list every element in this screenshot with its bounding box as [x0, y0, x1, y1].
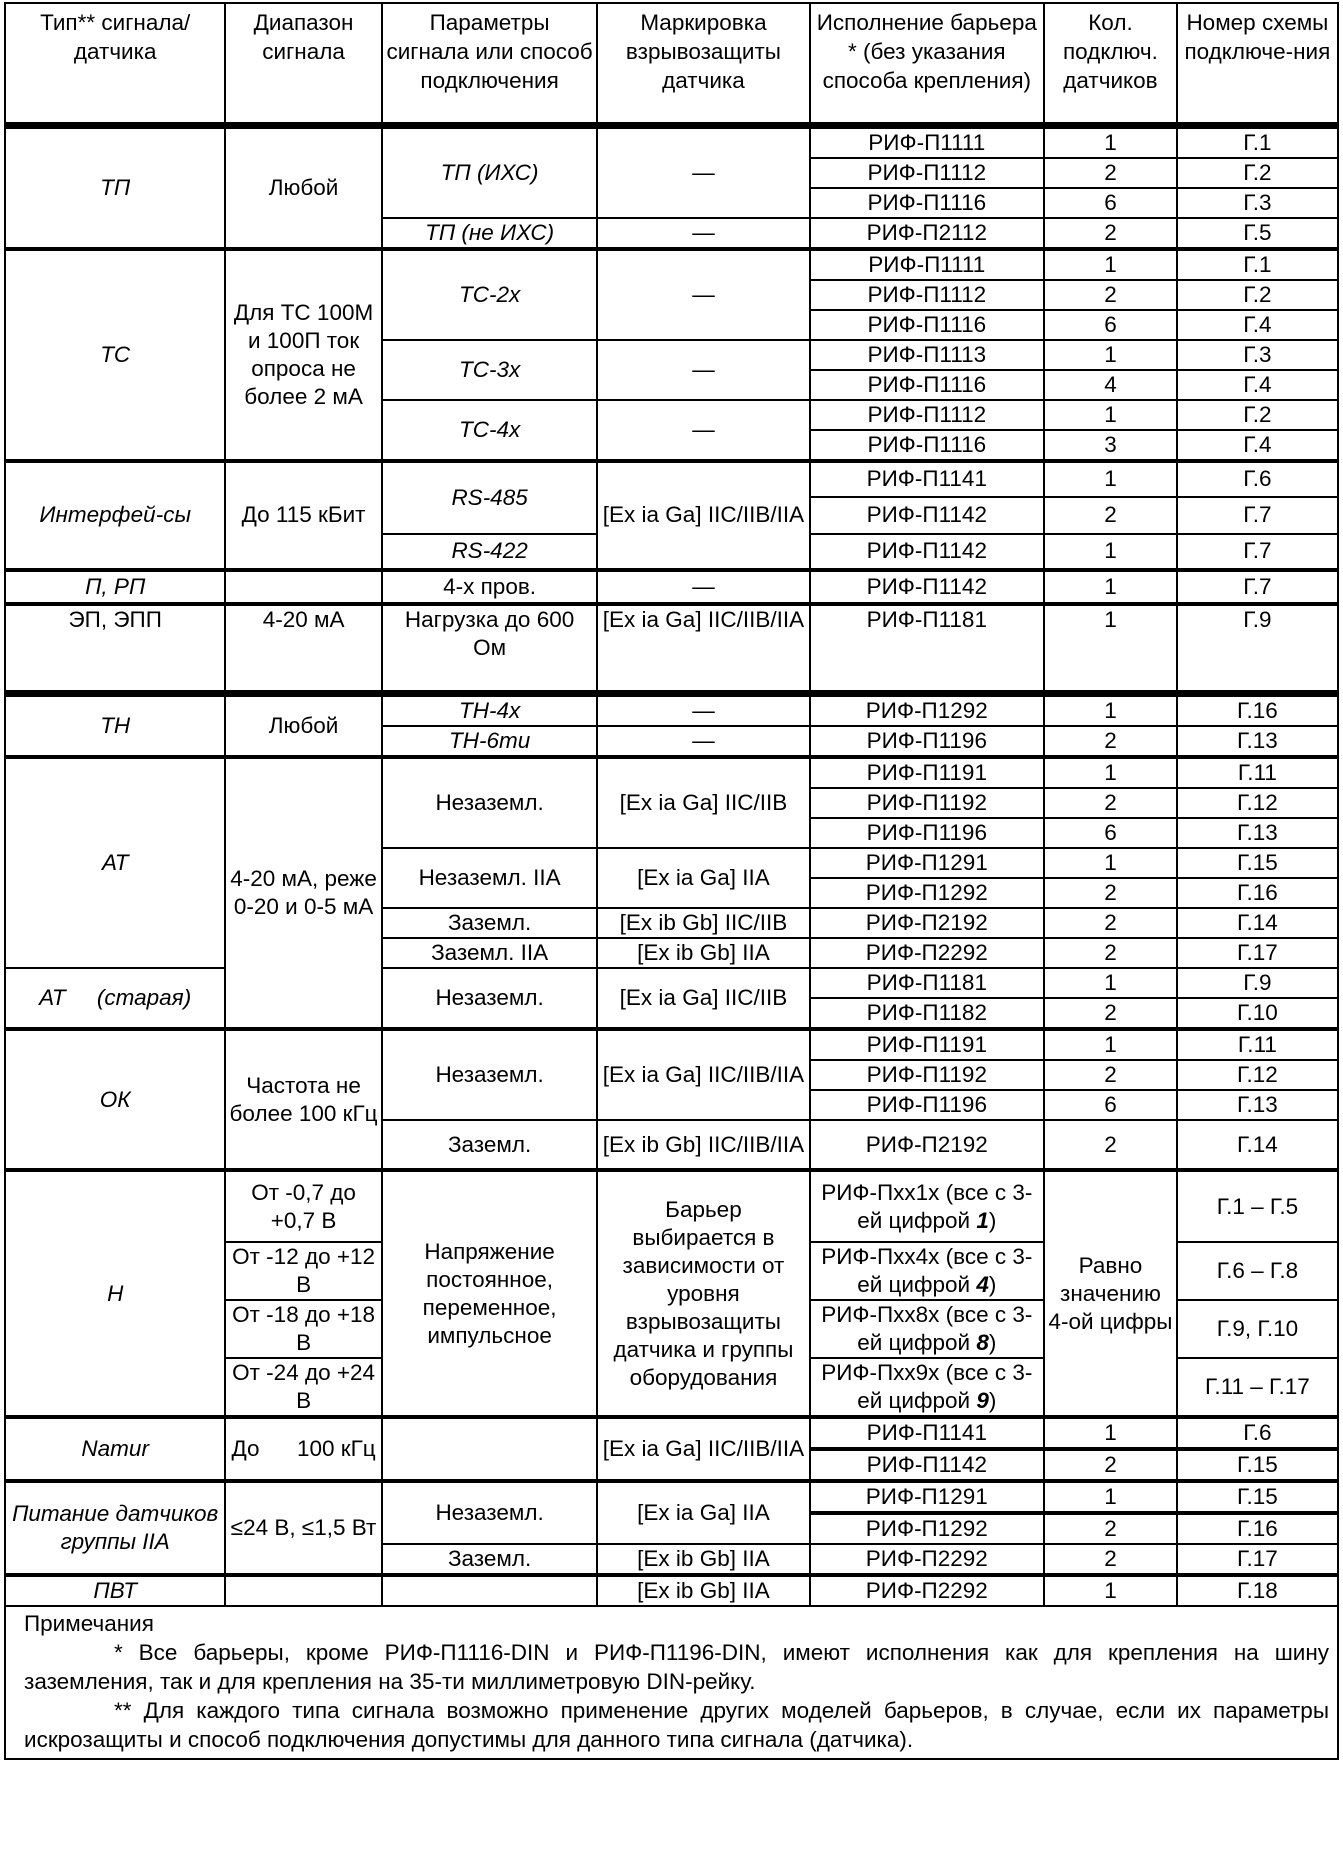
count-cell: 1 [1044, 1575, 1177, 1606]
param-cell: Незаземл. [382, 968, 598, 1029]
param-cell: RS-485 [382, 461, 598, 534]
scheme-cell: Г.9 [1177, 604, 1338, 694]
barrier-cell: РИФ-П1142 [810, 534, 1045, 570]
header-type: Тип** сигнала/ датчика [5, 3, 225, 125]
count-cell: 6 [1044, 310, 1177, 340]
param-cell [382, 1575, 598, 1606]
count-cell: 1 [1044, 125, 1177, 158]
range-cell: Для ТС 100М и 100П ток опроса не более 2 мА [225, 249, 381, 461]
scheme-cell: Г.1 [1177, 125, 1338, 158]
barrier-cell: РИФ-П1116 [810, 310, 1045, 340]
scheme-cell: Г.10 [1177, 998, 1338, 1029]
param-cell: Заземл. [382, 1120, 598, 1170]
barrier-cell [810, 1170, 1045, 1242]
barrier-cell: РИФ-П1292 [810, 694, 1045, 727]
scheme-cell: Г.16 [1177, 1513, 1338, 1544]
barrier-cell: РИФ-П1192 [810, 788, 1045, 818]
param-cell: ТС-3х [382, 340, 598, 400]
marking-cell: [Ex ib Gb] IIA [597, 1544, 809, 1575]
range-cell [225, 570, 381, 604]
scheme-cell: Г.3 [1177, 188, 1338, 218]
scheme-cell: Г.17 [1177, 1544, 1338, 1575]
spec-document [4, 2, 1339, 1760]
barrier-cell: РИФ-П1291 [810, 848, 1045, 878]
param-cell: ТС-4х [382, 400, 598, 461]
count-cell: 1 [1044, 848, 1177, 878]
count-cell: 2 [1044, 726, 1177, 757]
scheme-cell: Г.13 [1177, 1090, 1338, 1120]
barrier-cell: РИФ-П1181 [810, 968, 1045, 998]
scheme-cell: Г.4 [1177, 370, 1338, 400]
barrier-text: РИФ-Пxx4x (все с 3-ей цифрой [821, 1244, 1033, 1297]
barrier-cell: РИФ-П1292 [810, 878, 1045, 908]
param-cell: Незаземл. IIA [382, 848, 598, 908]
barrier-digit: 8 [976, 1330, 989, 1355]
table-row [5, 125, 1338, 158]
barrier-text-end: ) [988, 1272, 997, 1297]
barrier-text: РИФ-Пxx9x (все с 3-ей цифрой [821, 1360, 1033, 1413]
scheme-cell: Г.15 [1177, 848, 1338, 878]
note-1: * Все барьеры, кроме РИФ-П1116-DIN и РИФ-П1196-DIN, имеют исполнения как для крепления на шину заземления, так и для крепления на 35-ти миллиметровую DIN-рейку. [24, 1640, 1329, 1694]
scheme-cell: Г.17 [1177, 938, 1338, 968]
marking-cell: — [597, 218, 809, 249]
scheme-cell: Г.16 [1177, 878, 1338, 908]
type-cell: Н [5, 1170, 225, 1417]
scheme-cell: Г.5 [1177, 218, 1338, 249]
barrier-digit: 4 [976, 1272, 989, 1297]
scheme-cell: Г.9, Г.10 [1177, 1300, 1338, 1358]
count-cell: 1 [1044, 1029, 1177, 1060]
barrier-cell [810, 1358, 1045, 1417]
header-barrier: Исполнение барьера * (без указания способа крепления) [810, 3, 1045, 125]
count-cell: 2 [1044, 908, 1177, 938]
count-cell: 2 [1044, 1060, 1177, 1090]
param-cell: ТН-4х [382, 694, 598, 727]
param-cell: Незаземл. [382, 757, 598, 848]
marking-cell: [Ex ib Gb] IIC/IIB [597, 908, 809, 938]
notes-block [4, 1607, 1339, 1760]
table-row [5, 1417, 1338, 1449]
barrier-cell: РИФ-П1196 [810, 818, 1045, 848]
count-cell: 2 [1044, 158, 1177, 188]
barrier-cell: РИФ-П1116 [810, 430, 1045, 461]
table-row [5, 249, 1338, 280]
barrier-cell: РИФ-П1182 [810, 998, 1045, 1029]
type-cell: АТ [5, 757, 225, 968]
scheme-cell: Г.18 [1177, 1575, 1338, 1606]
marking-cell: [Ex ia Ga] IIC/IIB/IIA [597, 604, 809, 694]
marking-cell: [Ex ia Ga] IIC/IIB/IIA [597, 1417, 809, 1481]
scheme-cell: Г.4 [1177, 430, 1338, 461]
count-cell: 1 [1044, 1417, 1177, 1449]
marking-cell: [Ex ib Gb] IIA [597, 1575, 809, 1606]
count-cell: 2 [1044, 938, 1177, 968]
count-cell: 4 [1044, 370, 1177, 400]
type-cell: ТП [5, 125, 225, 249]
barrier-digit: 1 [976, 1207, 989, 1233]
count-cell: 1 [1044, 694, 1177, 727]
barrier-text: РИФ-Пxx8x (все с 3-ей цифрой [821, 1302, 1033, 1355]
barrier-cell [810, 1242, 1045, 1300]
marking-cell: [Ex ia Ga] IIC/IIB/IIA [597, 1029, 809, 1120]
barrier-cell: РИФ-П2292 [810, 1575, 1045, 1606]
scheme-cell: Г.9 [1177, 968, 1338, 998]
barrier-text-end: ) [988, 1207, 997, 1233]
barrier-cell: РИФ-П1196 [810, 726, 1045, 757]
table-row [5, 1029, 1338, 1060]
range-cell: Частота не более 100 кГц [225, 1029, 381, 1170]
param-cell: Заземл. [382, 908, 598, 938]
count-cell: 2 [1044, 878, 1177, 908]
param-cell: Нагрузка до 600 Ом [382, 604, 598, 694]
scheme-cell: Г.7 [1177, 497, 1338, 534]
marking-cell: — [597, 570, 809, 604]
header-params: Параметры сигнала или способ подключения [382, 3, 598, 125]
range-cell: От -18 до +18 В [225, 1300, 381, 1358]
type-cell: ТС [5, 249, 225, 461]
barrier-cell: РИФ-П2292 [810, 1544, 1045, 1575]
range-cell: От -12 до +12 В [225, 1242, 381, 1300]
header-range: Диапазон сигнала [225, 3, 381, 125]
scheme-cell: Г.12 [1177, 1060, 1338, 1090]
count-cell: 2 [1044, 998, 1177, 1029]
count-cell: 1 [1044, 249, 1177, 280]
scheme-cell: Г.14 [1177, 1120, 1338, 1170]
count-cell: 6 [1044, 818, 1177, 848]
marking-cell: — [597, 125, 809, 218]
barrier-cell: РИФ-П1191 [810, 1029, 1045, 1060]
barrier-cell: РИФ-П1113 [810, 340, 1045, 370]
type-cell: АТ (старая) [5, 968, 225, 1029]
type-cell: Интерфей-сы [5, 461, 225, 570]
scheme-cell: Г.6 [1177, 461, 1338, 497]
scheme-cell: Г.11 [1177, 1029, 1338, 1060]
scheme-cell: Г.14 [1177, 908, 1338, 938]
scheme-cell: Г.11 – Г.17 [1177, 1358, 1338, 1417]
barrier-cell: РИФ-П1116 [810, 370, 1045, 400]
header-count: Кол. подключ. датчиков [1044, 3, 1177, 125]
barrier-cell: РИФ-П1116 [810, 188, 1045, 218]
barrier-digit: 9 [976, 1388, 989, 1413]
param-cell: RS-422 [382, 534, 598, 570]
marking-cell: [Ex ib Gb] IIA [597, 938, 809, 968]
marking-cell: [Ex ia Ga] IIC/IIB [597, 757, 809, 848]
barrier-cell: РИФ-П1181 [810, 604, 1045, 694]
scheme-cell: Г.13 [1177, 726, 1338, 757]
scheme-cell: Г.2 [1177, 400, 1338, 430]
table-row [5, 570, 1338, 604]
type-cell: П, РП [5, 570, 225, 604]
count-cell: Равно значению 4-ой цифры [1044, 1170, 1177, 1417]
marking-cell: — [597, 726, 809, 757]
barrier-cell: РИФ-П1112 [810, 158, 1045, 188]
table-row [5, 1170, 1338, 1242]
scheme-cell: Г.4 [1177, 310, 1338, 340]
marking-cell: — [597, 694, 809, 727]
header-marking: Маркировка взрывозащиты датчика [597, 3, 809, 125]
scheme-cell: Г.1 [1177, 249, 1338, 280]
barrier-text-end: ) [988, 1330, 997, 1355]
note-2: ** Для каждого типа сигнала возможно применение других моделей барьеров, в случае, если их параметры искрозащиты и способ подключения допустимы для данного типа сигнала (датчика). [24, 1698, 1329, 1752]
type-cell: ЭП, ЭПП [5, 604, 225, 694]
type-cell: ПВТ [5, 1575, 225, 1606]
barrier-cell: РИФ-П1196 [810, 1090, 1045, 1120]
barrier-cell: РИФ-П2292 [810, 938, 1045, 968]
scheme-cell: Г.13 [1177, 818, 1338, 848]
table-row [5, 604, 1338, 694]
marking-cell: [Ex ia Ga] IIC/IIB [597, 968, 809, 1029]
count-cell: 2 [1044, 497, 1177, 534]
param-cell [382, 1417, 598, 1481]
param-cell: ТН-6ти [382, 726, 598, 757]
range-cell [225, 1575, 381, 1606]
marking-cell: — [597, 249, 809, 340]
scheme-cell: Г.11 [1177, 757, 1338, 788]
param-cell: ТП (ИХС) [382, 125, 598, 218]
count-cell: 2 [1044, 1449, 1177, 1481]
range-cell: Любой [225, 125, 381, 249]
scheme-cell: Г.7 [1177, 534, 1338, 570]
param-cell: 4-х пров. [382, 570, 598, 604]
barrier-cell [810, 1300, 1045, 1358]
type-cell: ОК [5, 1029, 225, 1170]
type-cell: Namur [5, 1417, 225, 1481]
param-cell: Незаземл. [382, 1481, 598, 1544]
count-cell: 2 [1044, 1120, 1177, 1170]
range-cell: До 100 кГц [225, 1417, 381, 1481]
range-cell: 4-20 мА, реже 0-20 и 0-5 мА [225, 757, 381, 1029]
count-cell: 6 [1044, 188, 1177, 218]
count-cell: 1 [1044, 461, 1177, 497]
marking-cell: [Ex ia Ga] IIC/IIB/IIA [597, 461, 809, 570]
table-row [5, 1575, 1338, 1606]
scheme-cell: Г.15 [1177, 1481, 1338, 1513]
header-scheme: Номер схемы подключе-ния [1177, 3, 1338, 125]
count-cell: 2 [1044, 1544, 1177, 1575]
marking-cell: [Ex ia Ga] IIA [597, 1481, 809, 1544]
marking-cell: — [597, 340, 809, 400]
param-cell: ТП (не ИХС) [382, 218, 598, 249]
count-cell: 1 [1044, 534, 1177, 570]
scheme-cell: Г.2 [1177, 280, 1338, 310]
barrier-cell: РИФ-П1111 [810, 125, 1045, 158]
param-cell: Заземл. IIA [382, 938, 598, 968]
range-cell: До 115 кБит [225, 461, 381, 570]
param-cell: Незаземл. [382, 1029, 598, 1120]
barrier-cell: РИФ-П1142 [810, 497, 1045, 534]
count-cell: 1 [1044, 570, 1177, 604]
count-cell: 1 [1044, 1481, 1177, 1513]
scheme-cell: Г.16 [1177, 694, 1338, 727]
type-cell: Питание датчиков группы IIA [5, 1481, 225, 1575]
barrier-cell: РИФ-П2192 [810, 1120, 1045, 1170]
notes-title: Примечания [24, 1611, 154, 1636]
table-row [5, 757, 1338, 788]
barrier-cell: РИФ-П1142 [810, 1449, 1045, 1481]
range-cell: 4-20 мА [225, 604, 381, 694]
table-row [5, 461, 1338, 497]
barrier-cell: РИФ-П1142 [810, 570, 1045, 604]
barrier-cell: РИФ-П1141 [810, 461, 1045, 497]
barrier-cell: РИФ-П1111 [810, 249, 1045, 280]
barrier-text-end: ) [988, 1388, 997, 1413]
table-row [5, 694, 1338, 727]
barrier-cell: РИФ-П1141 [810, 1417, 1045, 1449]
marking-cell: — [597, 400, 809, 461]
count-cell: 1 [1044, 400, 1177, 430]
count-cell: 6 [1044, 1090, 1177, 1120]
count-cell: 1 [1044, 968, 1177, 998]
barrier-cell: РИФ-П1192 [810, 1060, 1045, 1090]
scheme-cell: Г.1 – Г.5 [1177, 1170, 1338, 1242]
count-cell: 2 [1044, 788, 1177, 818]
barrier-selection-table [4, 2, 1339, 1607]
barrier-cell: РИФ-П1191 [810, 757, 1045, 788]
header-row [5, 3, 1338, 125]
scheme-cell: Г.7 [1177, 570, 1338, 604]
scheme-cell: Г.3 [1177, 340, 1338, 370]
marking-cell: Барьер выбирается в зависимости от уровня взрывозащиты датчика и группы оборудования [597, 1170, 809, 1417]
barrier-text: РИФ-Пxx1x (все с 3-ей цифрой [821, 1179, 1033, 1233]
table-row [5, 1481, 1338, 1513]
scheme-cell: Г.12 [1177, 788, 1338, 818]
count-cell: 2 [1044, 280, 1177, 310]
param-cell: Напряжение постоянное, переменное, импульсное [382, 1170, 598, 1417]
count-cell: 2 [1044, 1513, 1177, 1544]
barrier-cell: РИФ-П2112 [810, 218, 1045, 249]
count-cell: 1 [1044, 340, 1177, 370]
marking-cell: [Ex ia Ga] IIA [597, 848, 809, 908]
scheme-cell: Г.15 [1177, 1449, 1338, 1481]
barrier-cell: РИФ-П1291 [810, 1481, 1045, 1513]
count-cell: 1 [1044, 604, 1177, 694]
param-cell: ТС-2х [382, 249, 598, 340]
range-cell: Любой [225, 694, 381, 758]
type-cell: ТН [5, 694, 225, 758]
param-cell: Заземл. [382, 1544, 598, 1575]
range-cell: От -0,7 до +0,7 В [225, 1170, 381, 1242]
table-row [5, 968, 1338, 998]
scheme-cell: Г.2 [1177, 158, 1338, 188]
barrier-cell: РИФ-П2192 [810, 908, 1045, 938]
marking-cell: [Ex ib Gb] IIC/IIB/IIA [597, 1120, 809, 1170]
count-cell: 1 [1044, 757, 1177, 788]
barrier-cell: РИФ-П1112 [810, 400, 1045, 430]
range-cell: От -24 до +24 В [225, 1358, 381, 1417]
barrier-cell: РИФ-П1292 [810, 1513, 1045, 1544]
count-cell: 2 [1044, 218, 1177, 249]
scheme-cell: Г.6 – Г.8 [1177, 1242, 1338, 1300]
barrier-cell: РИФ-П1112 [810, 280, 1045, 310]
scheme-cell: Г.6 [1177, 1417, 1338, 1449]
count-cell: 3 [1044, 430, 1177, 461]
range-cell: ≤24 В, ≤1,5 Вт [225, 1481, 381, 1575]
